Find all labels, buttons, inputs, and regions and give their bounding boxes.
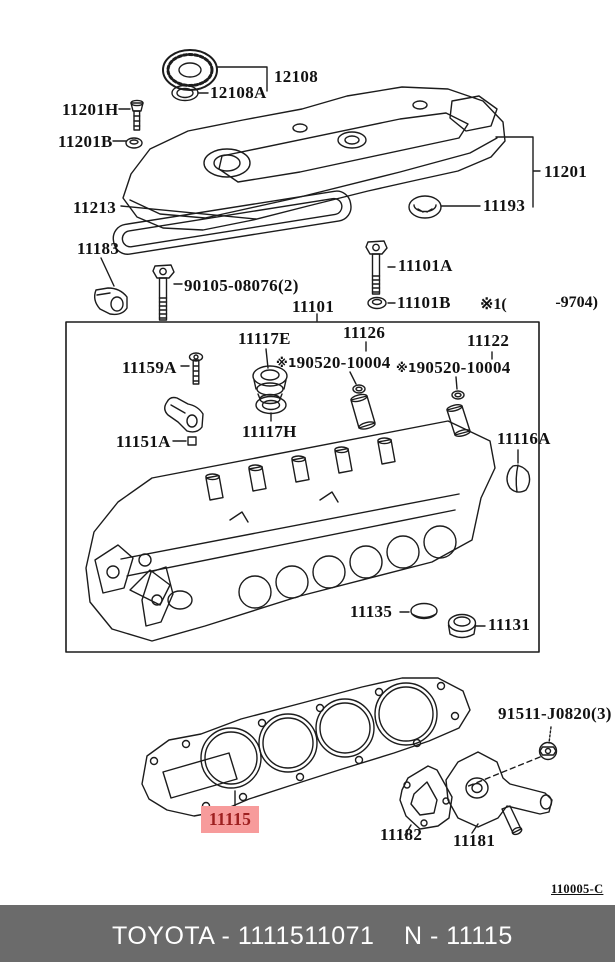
callout-11117h[interactable]: 11117H xyxy=(242,422,297,441)
valve-cover-drawing xyxy=(111,87,505,256)
callout-11126[interactable]: 11126 xyxy=(343,323,386,342)
footer-bar xyxy=(0,905,615,962)
callout-11101b[interactable]: 11101B xyxy=(397,293,451,312)
callout-90520-2[interactable] xyxy=(396,359,511,376)
ref-note xyxy=(480,294,598,314)
callout-90520-1[interactable] xyxy=(276,354,391,371)
cover-bolt-drawing xyxy=(126,100,143,148)
oil-filler-cap-drawing xyxy=(163,50,217,101)
head-gasket-drawing xyxy=(142,678,470,816)
callout-90520-1-num: 90520-10004 xyxy=(296,353,391,372)
ref-mark: ※1 xyxy=(276,356,297,370)
callout-11182[interactable]: 11182 xyxy=(380,825,423,844)
callout-11183[interactable]: 11183 xyxy=(77,239,120,258)
sheet-code: 110005-C xyxy=(551,882,604,896)
ref-note-open: ※1( xyxy=(480,296,507,313)
callout-11117e[interactable]: 11117E xyxy=(238,329,291,348)
callout-11213[interactable]: 11213 xyxy=(73,198,117,217)
callout-90520-2-num: 90520-10004 xyxy=(416,358,511,377)
callout-11101a[interactable]: 11101A xyxy=(398,256,453,275)
callout-11135[interactable]: 11135 xyxy=(350,602,393,621)
callout-11151a[interactable]: 11151A xyxy=(116,432,171,451)
cylinder-head-drawing xyxy=(86,421,495,641)
callout-11193[interactable]: 11193 xyxy=(483,196,526,215)
outlet-gasket-drawing xyxy=(400,766,452,829)
callout-11101[interactable]: 11101 xyxy=(292,297,335,316)
callout-12108a[interactable]: 12108A xyxy=(210,83,267,102)
callout-11201[interactable]: 11201 xyxy=(544,162,588,181)
leader-lines xyxy=(101,67,551,835)
callout-11122[interactable]: 11122 xyxy=(467,331,510,350)
callout-12108[interactable]: 12108 xyxy=(274,67,318,86)
callout-11159a[interactable]: 11159A xyxy=(122,358,177,377)
stud-bolt-drawing xyxy=(540,743,557,760)
callout-90105[interactable]: 90105-08076(2) xyxy=(184,276,299,295)
ref-note-close: -9704) xyxy=(555,294,598,311)
head-small-parts-drawing xyxy=(165,353,530,638)
callout-91511[interactable]: 91511-J0820(3) xyxy=(498,704,612,723)
footer-part-ref: N - 11115 xyxy=(404,922,513,950)
callout-11131[interactable]: 11131 xyxy=(488,615,531,634)
footer-brand-part-number: TOYOTA - 1111511071 xyxy=(112,922,375,950)
callout-11181[interactable]: 11181 xyxy=(453,831,496,850)
callout-11115-highlighted[interactable]: 11115 xyxy=(201,806,259,833)
callout-11201h[interactable]: 11201H xyxy=(62,100,119,119)
ref-mark: ※1 xyxy=(396,361,417,375)
callout-11116a[interactable]: 11116A xyxy=(497,429,551,448)
outlet-housing-drawing xyxy=(446,752,552,836)
callout-11201b[interactable]: 11201B xyxy=(58,132,113,151)
